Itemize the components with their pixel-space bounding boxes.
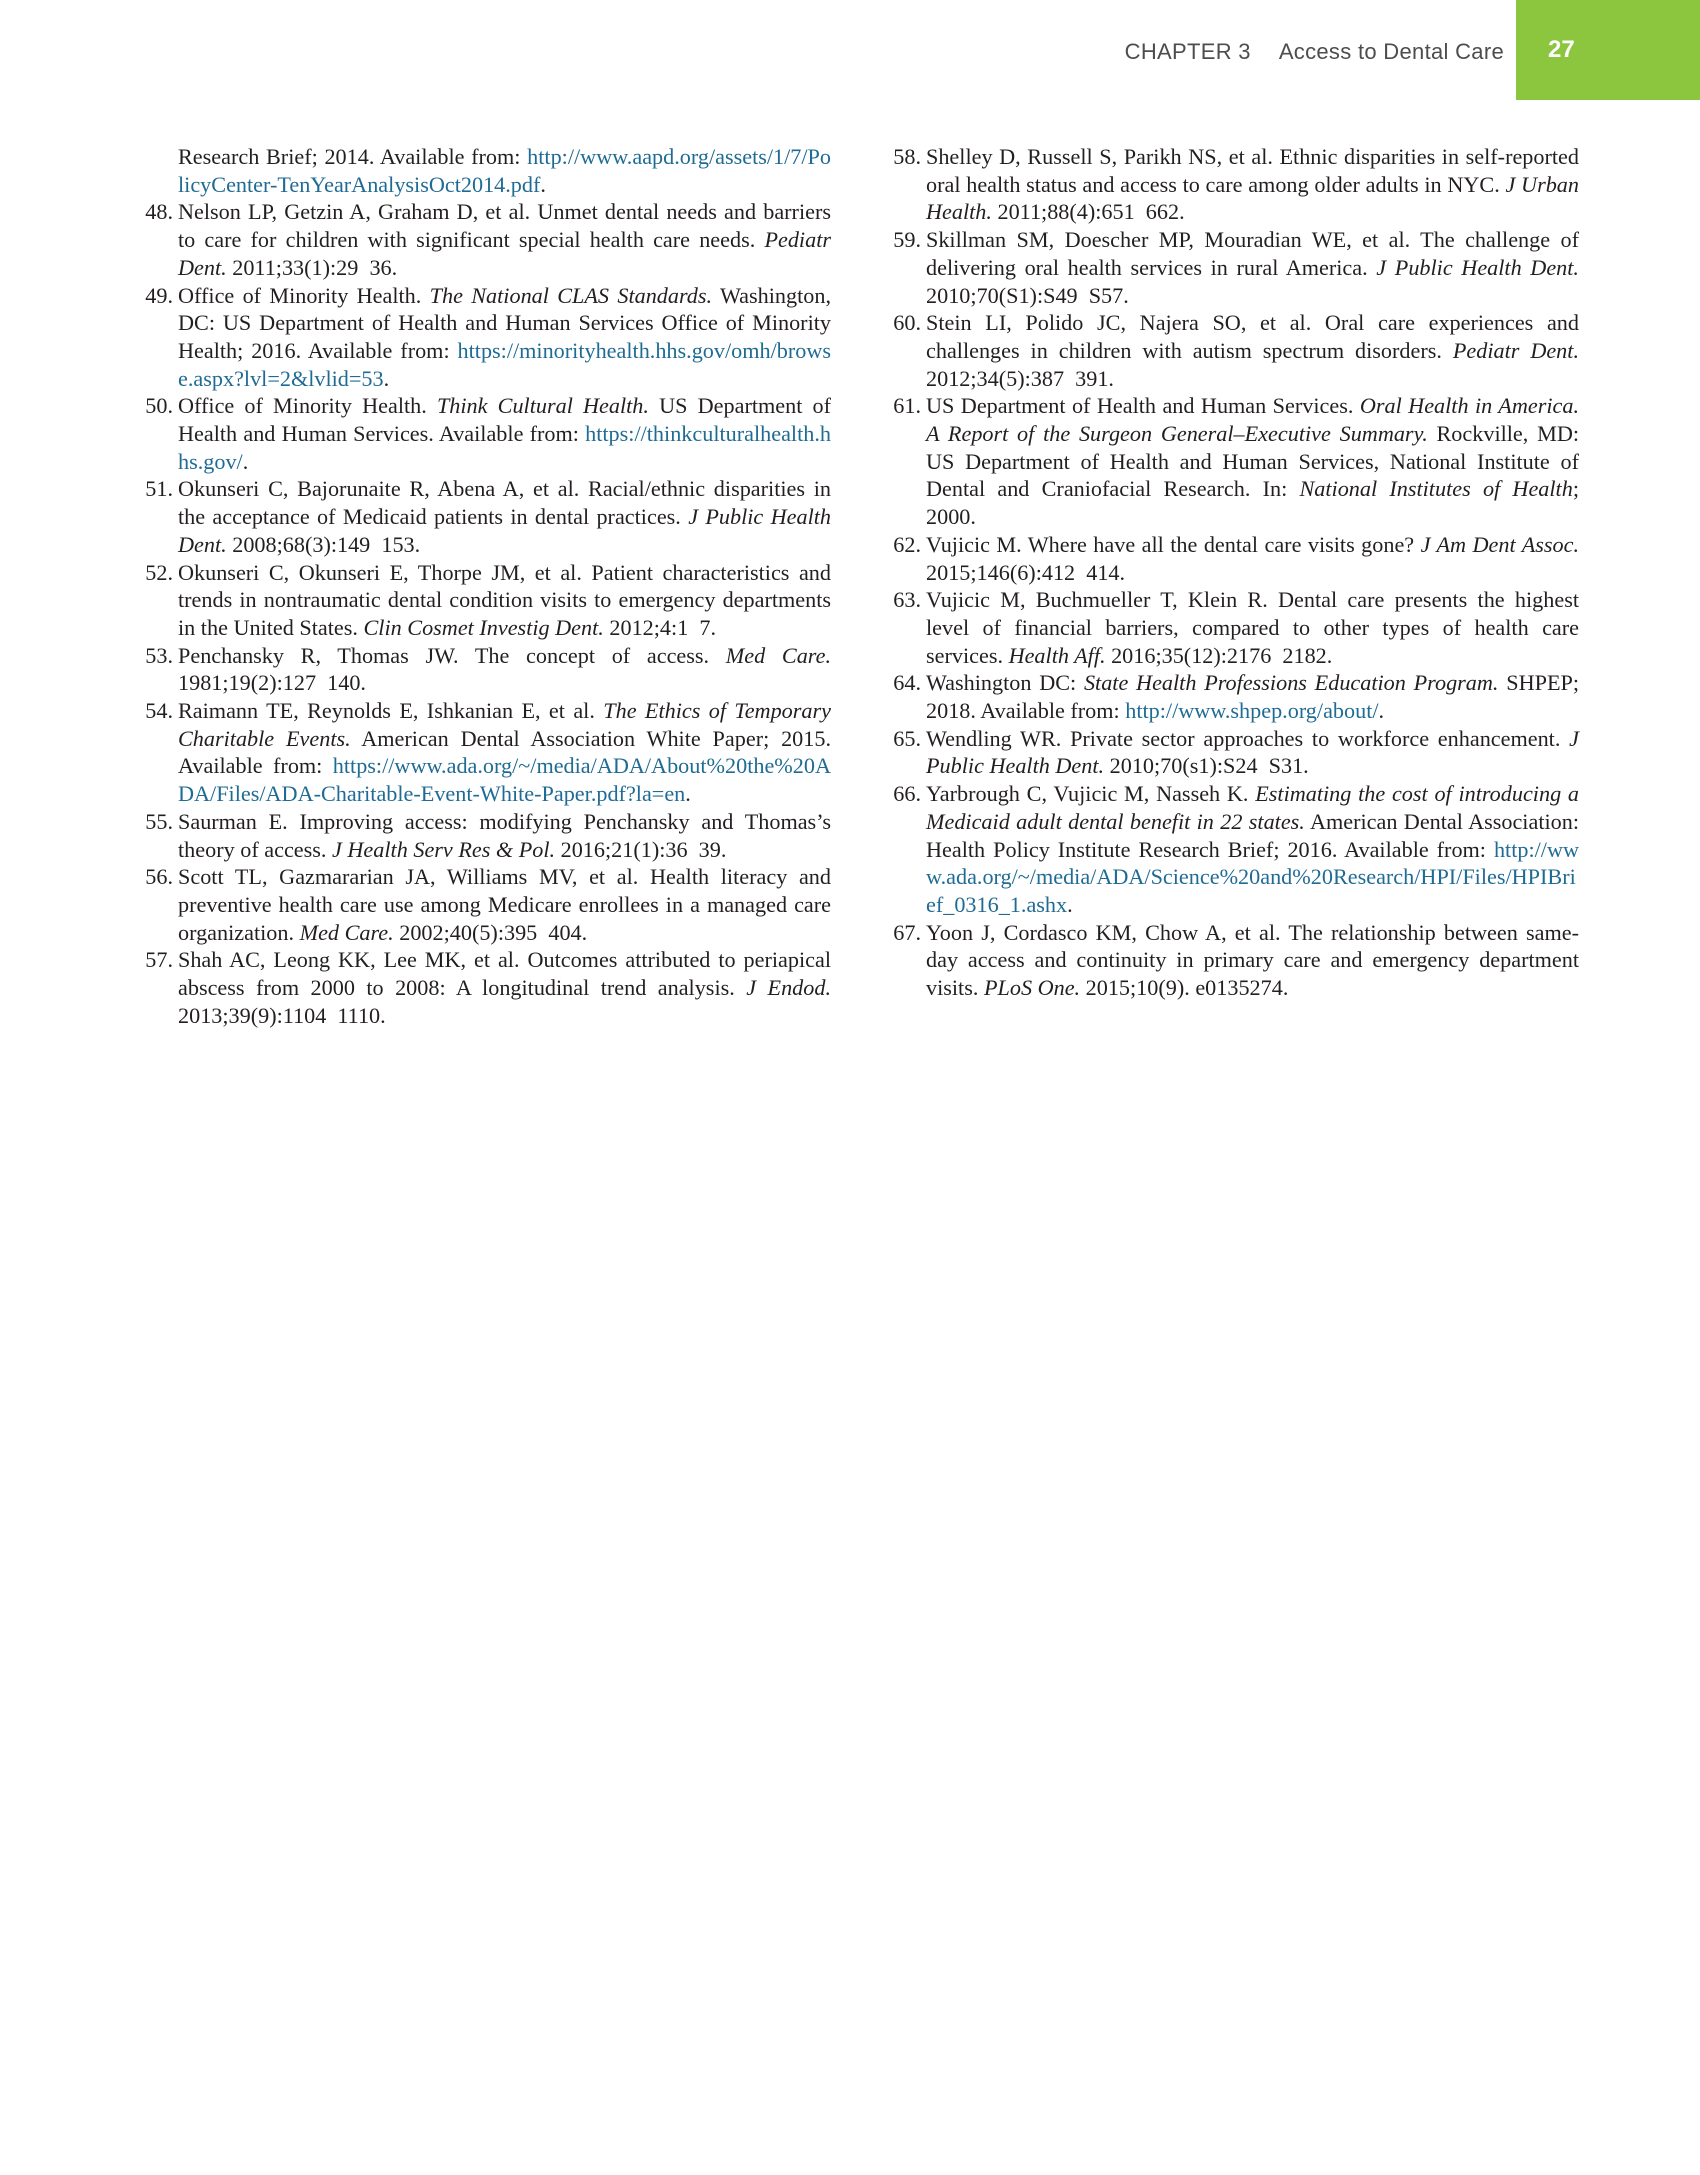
reference-number: 67. (893, 919, 921, 945)
reference-end: . (540, 171, 546, 197)
reference-details: 2010;70(S1):S49 S57. (926, 282, 1129, 308)
reference-end: . (1378, 698, 1385, 724)
reference-item (881, 586, 1579, 669)
reference-number: 66. (893, 781, 921, 807)
reference-authors-title: Raimann TE, Reynolds E, Ishkanian E, et al. (178, 698, 604, 724)
reference-item (881, 309, 1579, 392)
reference-authors-title: Penchansky R, Thomas JW. The concept of access. (178, 642, 726, 668)
chapter-label: CHAPTER 3 (1124, 39, 1251, 64)
reference-details: 2013;39(9):1104 1110. (178, 1002, 386, 1028)
reference-number: 59. (893, 227, 921, 253)
reference-authors-title: Okunseri C, Okunseri E, Thorpe JM, et al. Patient characteristics and trends in nontraumatic dental condition visits to emergency departments in the United States. (178, 559, 831, 640)
reference-number: 62. (893, 531, 921, 557)
reference-number: 51. (145, 476, 173, 502)
reference-details: 2015;10(9). e0135274. (1080, 975, 1289, 1001)
reference-text: Research Brief; 2014. Available from: (178, 144, 528, 169)
reference-source: Clin Cosmet Investig Dent. (363, 614, 604, 640)
reference-details: 2012;4:1 7. (603, 614, 717, 640)
reference-body (178, 560, 831, 640)
reference-number: 58. (893, 144, 921, 169)
reference-body (178, 476, 831, 556)
page-number-badge (1516, 0, 1700, 100)
reference-source: Think Cultural Health. (436, 393, 649, 419)
reference-body (926, 393, 1579, 529)
reference-body (926, 532, 1579, 585)
reference-item (881, 392, 1579, 531)
reference-link[interactable]: http://www.aapd.org/assets/1/7/PolicyCenter-TenYearAnalysisOct2014.pdf (178, 144, 831, 197)
reference-item (133, 863, 831, 946)
reference-source: State Health Professions Education Program. (1083, 670, 1499, 696)
reference-details: 2002;40(5):395 404. (393, 919, 588, 945)
reference-source: Health Aff. (1008, 642, 1106, 668)
reference-authors-title: Saurman E. Improving access: modifying Penchansky and Thomas’s theory of access. (178, 808, 831, 862)
reference-end: . (685, 781, 691, 807)
reference-details: 2016;21(1):36 39. (555, 836, 727, 862)
reference-source: J Am Dent Assoc. (1420, 531, 1580, 557)
reference-item (133, 475, 831, 558)
reference-link[interactable]: http://www.shpep.org/about/ (1125, 698, 1379, 724)
reference-number: 48. (145, 199, 173, 225)
reference-body (178, 947, 831, 1027)
reference-body (926, 587, 1579, 667)
reference-source: The National CLAS Standards. (429, 282, 713, 308)
reference-authors-title: US Department of Health and Human Services. (926, 393, 1360, 419)
reference-source: J Public Health Dent. (1376, 254, 1579, 280)
reference-authors-title: Yoon J, Cordasco KM, Chow A, et al. The relationship between same-day access and continuity in primary care and emergency department visits. (926, 919, 1579, 1001)
reference-authors-title: Vujicic M. Where have all the dental care visits gone? (926, 531, 1421, 557)
reference-source: Pediatr Dent. (178, 227, 831, 280)
reference-source: Med Care. (725, 642, 831, 668)
reference-list-right (881, 143, 1579, 1002)
reference-source: J Urban Health. (926, 171, 1579, 225)
reference-end: . (242, 448, 249, 474)
reference-body (926, 144, 1579, 224)
reference-body (178, 393, 831, 473)
reference-number: 60. (893, 310, 921, 336)
reference-body (178, 864, 831, 944)
reference-item (133, 392, 831, 475)
reference-link[interactable]: https://thinkculturalhealth.hhs.gov/ (178, 421, 831, 474)
reference-body (178, 283, 831, 391)
reference-number: 53. (145, 642, 173, 668)
reference-body (178, 199, 831, 279)
reference-number: 61. (893, 393, 921, 419)
reference-authors-title: Yarbrough C, Vujicic M, Nasseh K. (926, 781, 1256, 807)
reference-body (926, 781, 1579, 917)
reference-number: 64. (893, 670, 921, 696)
reference-item (133, 808, 831, 863)
reference-body (926, 670, 1579, 723)
reference-number: 56. (145, 864, 173, 890)
running-header (1125, 0, 1700, 100)
reference-number: 49. (145, 282, 173, 308)
reference-body (178, 643, 831, 696)
reference-source: J Public Health Dent. (926, 725, 1579, 779)
reference-details: SHPEP; 2018. Available from: (926, 670, 1579, 724)
reference-item (133, 282, 831, 393)
reference-authors-title: Stein LI, Polido JC, Najera SO, et al. Oral care experiences and challenges in children with autism spectrum disorders. (926, 310, 1579, 363)
reference-details-secondary: ; 2000. (926, 476, 1579, 530)
reference-number: 50. (145, 393, 173, 419)
reference-item (133, 198, 831, 281)
reference-link[interactable]: https://www.ada.org/~/media/ADA/About%20the%20ADA/Files/ADA-Charitable-Event-White-Paper.pdf?la=en (178, 753, 831, 807)
reference-item (881, 919, 1579, 1002)
reference-details: 1981;19(2):127 140. (178, 670, 366, 696)
reference-details: US Department of Health and Human Services. Available from: (178, 393, 831, 447)
reference-item (133, 559, 831, 642)
chapter-title: Access to Dental Care (1278, 39, 1504, 64)
reference-body (926, 920, 1579, 1000)
reference-authors-title: Washington DC: (926, 670, 1084, 696)
reference-details: Rockville, MD: US Department of Health and Human Services, National Institute of Dental and Craniofacial Research. In: (926, 421, 1580, 502)
reference-item (881, 669, 1579, 724)
reference-details: 2015;146(6):412 414. (926, 559, 1126, 585)
reference-body (178, 809, 831, 862)
reference-authors-title: Shelley D, Russell S, Parikh NS, et al. Ethnic disparities in self-reported oral health status and access to care among older adults in NYC. (926, 144, 1579, 197)
reference-authors-title: Vujicic M, Buchmueller T, Klein R. Dental care presents the highest level of financial barriers, compared to other types of health care services. (926, 587, 1579, 668)
reference-item (881, 143, 1579, 226)
reference-authors-title: Wendling WR. Private sector approaches to workforce enhancement. (926, 725, 1570, 751)
reference-number: 65. (893, 725, 921, 751)
reference-details: Washington, DC: US Department of Health and Human Services Office of Minority Health; 2016. Available from: (178, 282, 831, 363)
reference-authors-title: Skillman SM, Doescher MP, Mouradian WE, et al. The challenge of delivering oral health services in rural America. (926, 227, 1579, 280)
reference-source: Med Care. (299, 919, 394, 945)
reference-number: 55. (145, 808, 173, 834)
reference-body (926, 227, 1579, 307)
reference-details: 2008;68(3):149 153. (226, 531, 421, 557)
reference-source: Oral Health in America. A Report of the Surgeon General–Executive Summary. (926, 393, 1580, 447)
reference-authors-title: Office of Minority Health. (178, 282, 430, 308)
reference-body (926, 310, 1579, 390)
reference-authors-title: Shah AC, Leong KK, Lee MK, et al. Outcomes attributed to periapical abscess from 2000 to 2008: A longitudinal trend analysis. (178, 947, 831, 1001)
reference-source: J Health Serv Res & Pol. (332, 836, 556, 862)
reference-number: 57. (145, 947, 173, 973)
reference-details: 2012;34(5):387 391. (926, 365, 1114, 391)
reference-list-left (133, 198, 831, 1029)
reference-item (881, 226, 1579, 309)
reference-item (881, 780, 1579, 919)
reference-source: J Public Health Dent. (178, 504, 832, 557)
reference-authors-title: Office of Minority Health. (178, 393, 437, 419)
reference-source-secondary: National Institutes of Health (1299, 476, 1573, 502)
reference-end: . (383, 365, 390, 391)
reference-continuation (133, 143, 831, 198)
reference-link[interactable]: https://minorityhealth.hhs.gov/omh/browse.aspx?lvl=2&lvlid=53 (178, 337, 831, 391)
reference-details: 2010;70(s1):S24 S31. (1104, 753, 1309, 779)
reference-body (926, 726, 1579, 779)
reference-source: The Ethics of Temporary Charitable Events. (178, 698, 831, 751)
reference-item (881, 531, 1579, 586)
reference-item (133, 697, 831, 808)
reference-item (133, 642, 831, 697)
reference-source: Estimating the cost of introducing a Medicaid adult dental benefit in 22 states. (926, 781, 1580, 834)
reference-details: American Dental Association: Health Policy Institute Research Brief; 2016. Available from: (926, 808, 1579, 862)
reference-authors-title: Nelson LP, Getzin A, Graham D, et al. Unmet dental needs and barriers to care for children with significant special health care needs. (178, 199, 831, 253)
reference-authors-title: Scott TL, Gazmararian JA, Williams MV, et al. Health literacy and preventive health care use among Medicare enrollees in a managed care organization. (178, 864, 831, 945)
reference-number: 52. (145, 559, 173, 585)
reference-authors-title: Okunseri C, Bajorunaite R, Abena A, et al. Racial/ethnic disparities in the acceptance of Medicaid patients in dental practices. (178, 476, 831, 530)
reference-body (178, 698, 831, 806)
references-right-column (881, 143, 1579, 1002)
reference-item (881, 725, 1579, 780)
reference-source: Pediatr Dent. (1452, 337, 1579, 363)
reference-details: 2016;35(12):2176 2182. (1105, 642, 1333, 668)
reference-details: 2011;33(1):29 36. (226, 254, 398, 280)
reference-details: American Dental Association White Paper; 2015. Available from: (178, 725, 831, 779)
reference-number: 54. (145, 698, 173, 724)
running-header-text (1125, 4, 1516, 100)
page-number: 27 (1548, 36, 1575, 63)
reference-source: J Endod. (746, 975, 831, 1001)
reference-details: 2011;88(4):651 662. (991, 199, 1185, 225)
reference-item (133, 946, 831, 1029)
references-left-column (133, 143, 831, 1030)
reference-number: 63. (893, 587, 921, 613)
reference-source: PLoS One. (983, 975, 1081, 1001)
reference-end: . (1067, 891, 1073, 917)
reference-link[interactable]: http://www.ada.org/~/media/ADA/Science%20and%20Research/HPI/Files/HPIBrief_0316_1.ashx (926, 836, 1579, 917)
